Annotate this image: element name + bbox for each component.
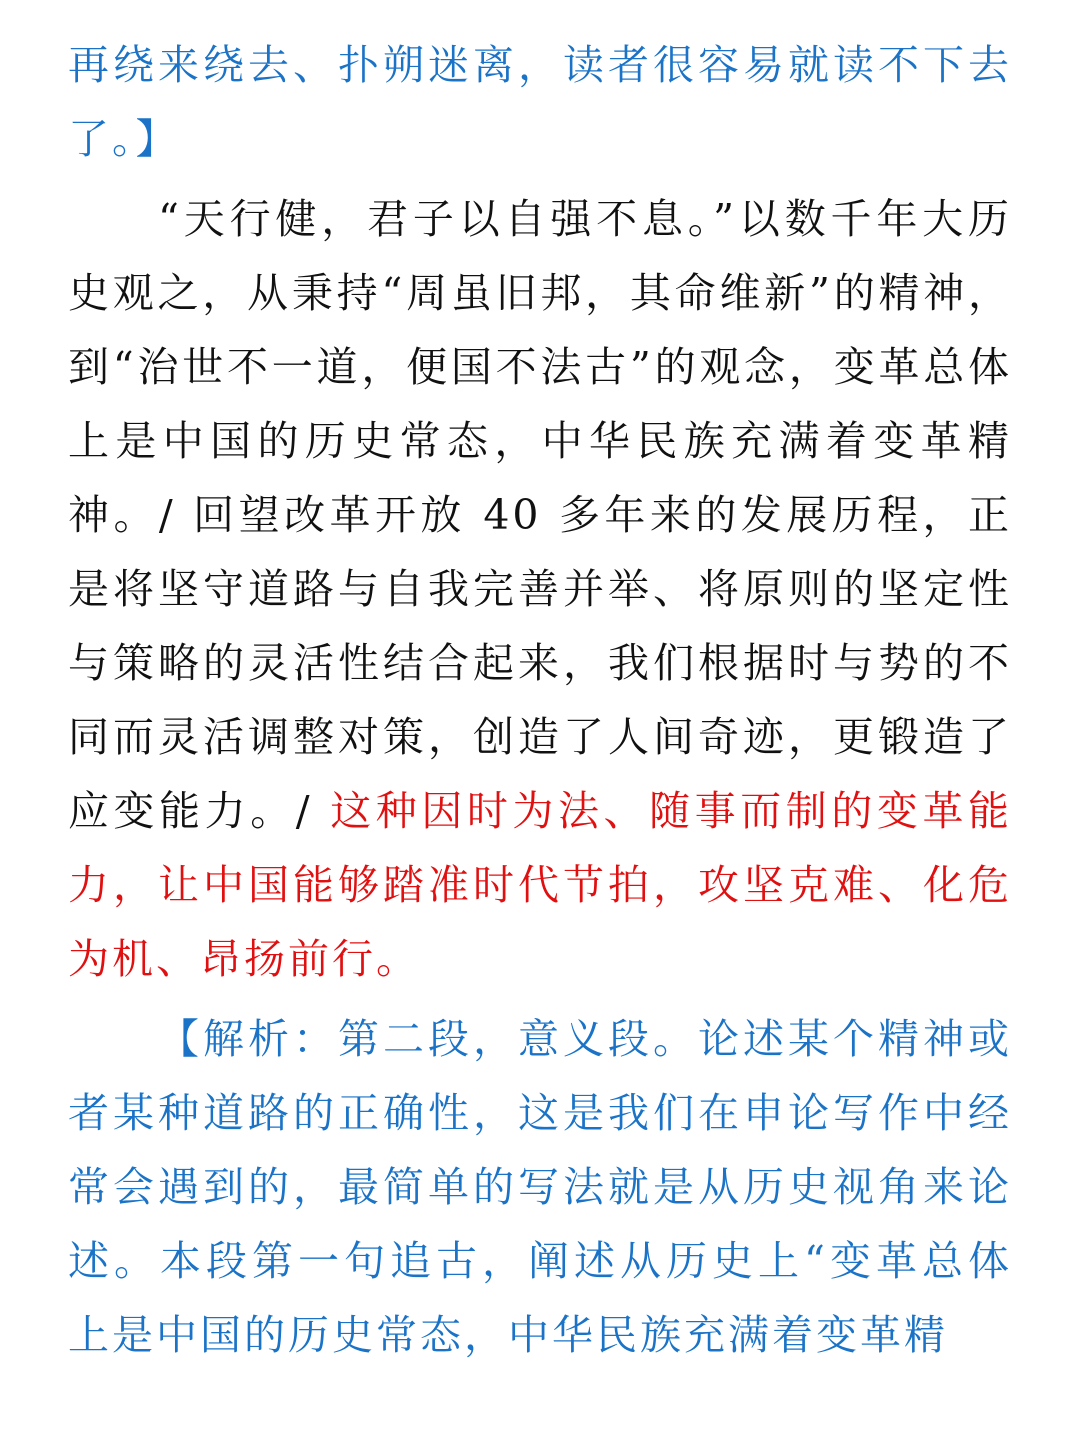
highlighted-sentence: 这种因时为法、随事而制的变革能力，让中国能够踏准时代节拍，攻坚克难、化危为机、昂扬前行。: [68, 787, 1012, 983]
analysis-paragraph: 【解析：第二段，意义段。论述某个精神或者某种道路的正确性，这是我们在申论写作中经常会遇到的，最简单的写法就是从历史视角来论述。本段第一句追古，阐述从历史上“变革总体上是中国的历史常态，中华民族充满着变革精: [68, 1015, 1012, 1359]
body-text: “天行健，君子以自强不息。”以数千年大历史观之，从秉持“周虽旧邦，其命维新”的精神，到“治世不一道，便国不法古”的观念，变革总体上是中国的历史常态，中华民族充满着变革精神。/ 回望改革开放 40 多年来的发展历程，正是将坚守道路与自我完善并举、将原则的坚定性与策略的灵活性结合起来，我们根据时与势的不同而灵活调整对策，创造了人间奇迹，更锻造了应变能力。/: [68, 195, 1012, 835]
body-paragraph: [68, 182, 1012, 996]
document-page: [68, 28, 1012, 1372]
annotation-paragraph-end: 再绕来绕去、扑朔迷离，读者很容易就读不下去了。】: [68, 41, 1012, 163]
